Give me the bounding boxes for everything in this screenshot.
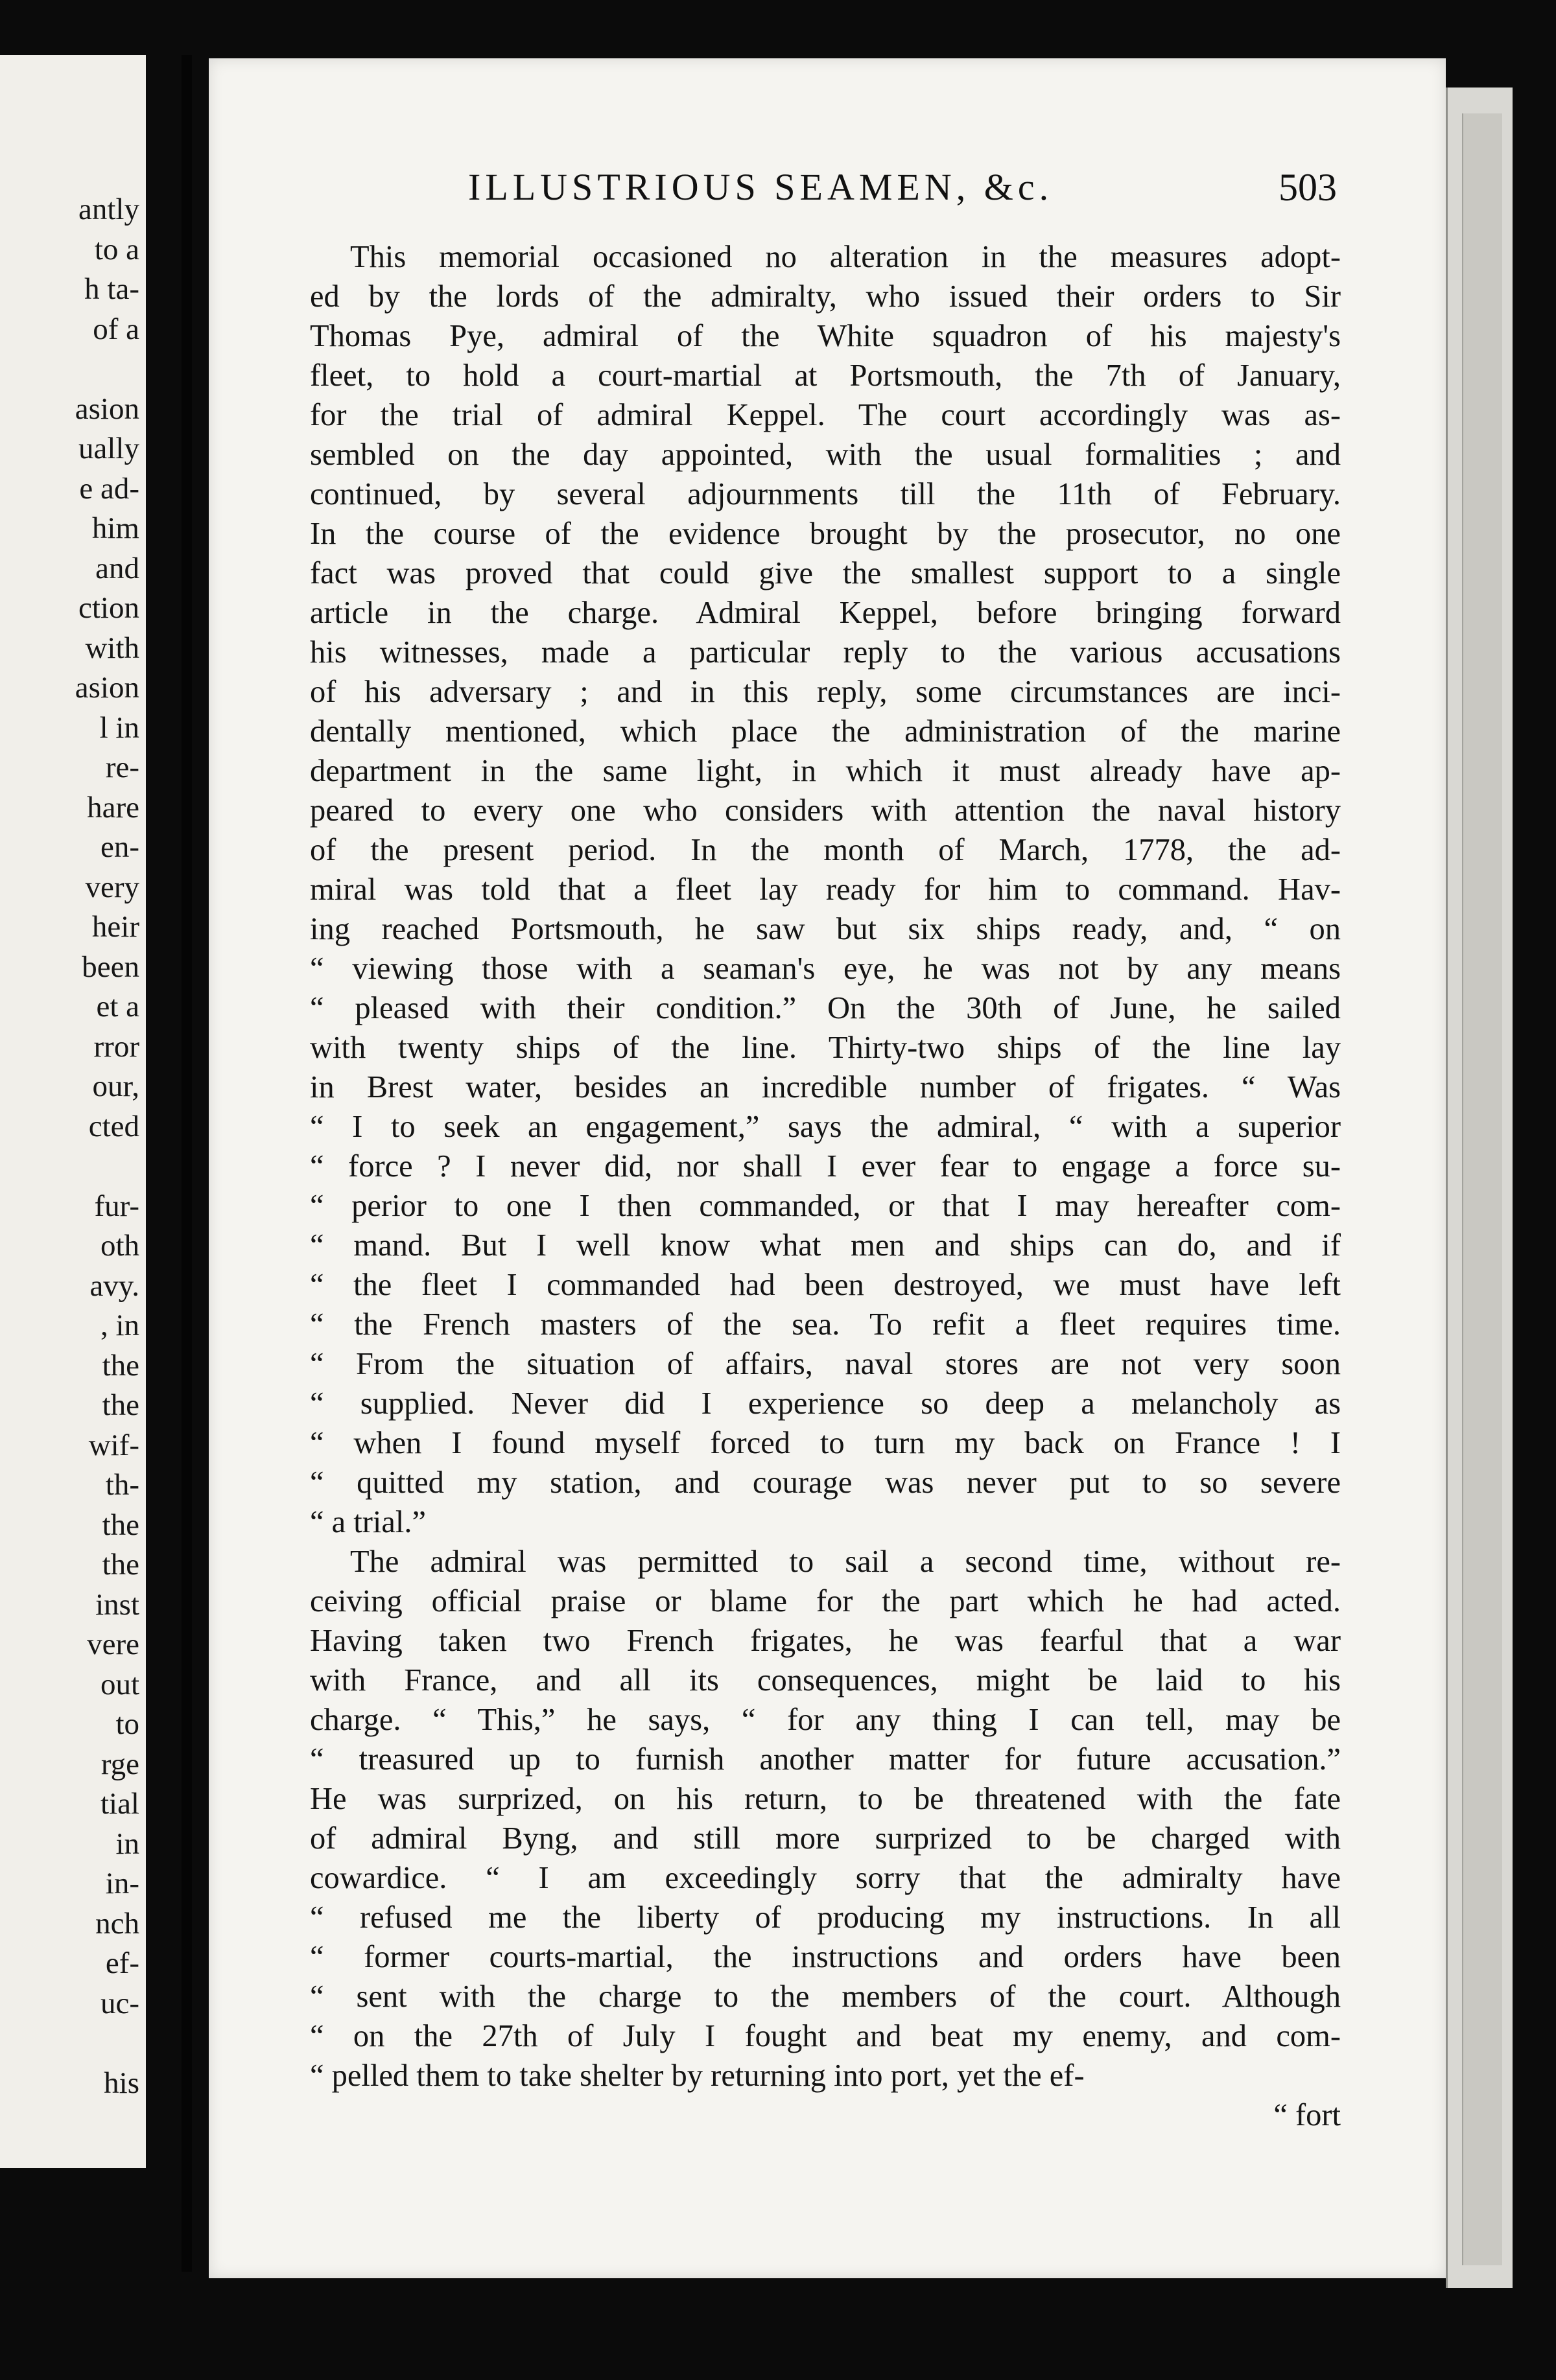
page-header <box>468 165 1343 217</box>
page-edge-inner <box>1462 113 1502 2265</box>
text-line: with twenty ships of the line. Thirty-two ships of the line lay <box>310 1031 1341 1065</box>
text-line: cowardice. “ I am exceedingly sorry that the admiralty have <box>310 1861 1341 1895</box>
text-line: “ viewing those with a seaman's eye, he was not by any means <box>310 951 1341 986</box>
text-line: “ sent with the charge to the members of the court. Although <box>310 1979 1341 2014</box>
text-line: He was surprized, on his return, to be threatened with the fate <box>310 1782 1341 1816</box>
facing-page-line: oth <box>100 1229 139 1263</box>
facing-page-line: cted <box>88 1109 139 1143</box>
facing-page-line: been <box>82 950 139 984</box>
text-line: “ force ? I never did, nor shall I ever fear to engage a force su- <box>310 1149 1341 1184</box>
facing-page-line: the <box>102 1348 139 1382</box>
facing-page-line: nch <box>95 1906 139 1941</box>
text-line: “ treasured up to furnish another matter for future accusation.” <box>310 1742 1341 1777</box>
facing-page-line: wif- <box>88 1428 139 1462</box>
facing-page-line: to <box>115 1707 139 1741</box>
text-line: charge. “ This,” he says, “ for any thing I can tell, may be <box>310 1703 1341 1737</box>
text-line: “ pleased with their condition.” On the 30th of June, he sailed <box>310 991 1341 1025</box>
text-line: “ From the situation of affairs, naval stores are not very soon <box>310 1347 1341 1381</box>
facing-page-line: the <box>102 1508 139 1542</box>
text-line: “ refused me the liberty of producing my instructions. In all <box>310 1900 1341 1935</box>
running-head: ILLUSTRIOUS SEAMEN, &c. <box>468 166 1054 208</box>
text-line: dentally mentioned, which place the administration of the marine <box>310 714 1341 749</box>
text-line: of admiral Byng, and still more surprized to be charged with <box>310 1821 1341 1856</box>
text-line: “ on the 27th of July I fought and beat my enemy, and com- <box>310 2019 1341 2053</box>
facing-page-line: e ad- <box>79 471 139 506</box>
facing-page-line: hare <box>87 790 139 824</box>
text-line: “ supplied. Never did I experience so deep a melancholy as <box>310 1386 1341 1421</box>
facing-page-line: rge <box>100 1747 139 1781</box>
text-line: fact was proved that could give the smallest support to a single <box>310 556 1341 590</box>
catchword: “ fort <box>1273 2098 1341 2132</box>
text-line: ceiving official praise or blame for the part which he had acted. <box>310 1584 1341 1618</box>
page-number: 503 <box>1279 166 1337 209</box>
facing-page-line: ef- <box>105 1946 139 1980</box>
text-line: continued, by several adjournments till the 11th of February. <box>310 477 1341 511</box>
text-line: sembled on the day appointed, with the usual formalities ; and <box>310 438 1341 472</box>
text-line: This memorial occasioned no alteration in the measures adopt- <box>350 240 1341 274</box>
text-line: with France, and all its consequences, might be laid to his <box>310 1663 1341 1698</box>
facing-page-line: th- <box>105 1468 139 1502</box>
facing-page-line: asion <box>75 391 139 426</box>
facing-page-line: tial <box>100 1787 139 1821</box>
text-line: In the course of the evidence brought by the prosecutor, no one <box>310 517 1341 551</box>
text-line: ed by the lords of the admiralty, who issued their orders to Sir <box>310 279 1341 314</box>
text-line: Thomas Pye, admiral of the White squadron of his majesty's <box>310 319 1341 353</box>
text-line: “ the fleet I commanded had been destroyed, we must have left <box>310 1268 1341 1302</box>
facing-page-line: asion <box>75 671 139 705</box>
facing-page-line: h ta- <box>84 272 139 306</box>
facing-page-line: vere <box>87 1628 139 1661</box>
facing-page-line: ually <box>78 432 139 465</box>
text-line: Having taken two French frigates, he was fearful that a war <box>310 1624 1341 1658</box>
page-gutter <box>182 55 192 2272</box>
facing-page-line: re- <box>105 751 139 784</box>
text-line: “ the French masters of the sea. To refit a fleet requires time. <box>310 1307 1341 1342</box>
text-line: peared to every one who considers with attention the naval history <box>310 793 1341 828</box>
text-line: ing reached Portsmouth, he saw but six ships ready, and, “ on <box>310 912 1341 946</box>
text-line: “ I to seek an engagement,” says the admiral, “ with a superior <box>310 1110 1341 1144</box>
text-line: “ mand. But I well know what men and ships can do, and if <box>310 1228 1341 1263</box>
facing-page-line: rror <box>93 1029 139 1064</box>
facing-page-line: our, <box>92 1069 139 1103</box>
facing-page-line: in- <box>105 1867 139 1900</box>
facing-page-line: fur- <box>94 1189 139 1223</box>
facing-page-line: with <box>85 631 139 665</box>
facing-page-line: his <box>104 2066 139 2100</box>
facing-page-line: very <box>85 870 139 904</box>
facing-page-line: to a <box>94 232 139 266</box>
facing-page-line: and <box>95 551 139 585</box>
facing-page-line: ction <box>78 591 139 625</box>
facing-page-line: et a <box>96 990 139 1023</box>
facing-page-line: avy. <box>89 1268 139 1303</box>
text-line: miral was told that a fleet lay ready for him to command. Hav- <box>310 872 1341 907</box>
facing-page-line: heir <box>91 910 139 944</box>
facing-page-line: in <box>115 1826 139 1861</box>
facing-page-line: out <box>100 1667 139 1701</box>
text-line: his witnesses, made a particular reply to the various accusations <box>310 635 1341 670</box>
text-line: of the present period. In the month of March, 1778, the ad- <box>310 833 1341 867</box>
text-line: of his adversary ; and in this reply, some circumstances are inci- <box>310 675 1341 709</box>
text-line: “ when I found myself forced to turn my back on France ! I <box>310 1426 1341 1460</box>
text-line: “ former courts-martial, the instructions and orders have been <box>310 1940 1341 1974</box>
text-line: The admiral was permitted to sail a second time, without re- <box>350 1545 1341 1579</box>
text-line: “ pelled them to take shelter by returning into port, yet the ef- <box>310 2059 1085 2093</box>
facing-page-line: the <box>102 1548 139 1581</box>
facing-page-line: antly <box>78 192 139 226</box>
facing-page-line: the <box>102 1388 139 1422</box>
facing-page-line: , in <box>100 1309 139 1342</box>
text-line: “ perior to one I then commanded, or that I may hereafter com- <box>310 1189 1341 1223</box>
body-text <box>310 237 1341 2135</box>
text-line: department in the same light, in which it must already have ap- <box>310 754 1341 788</box>
text-line: article in the charge. Admiral Keppel, before bringing forward <box>310 596 1341 630</box>
facing-page-line: en- <box>100 830 139 864</box>
text-line: in Brest water, besides an incredible number of frigates. “ Was <box>310 1070 1341 1104</box>
facing-page-line: uc- <box>100 1986 139 2020</box>
facing-page-line: l in <box>99 710 139 745</box>
text-line: for the trial of admiral Keppel. The court accordingly was as- <box>310 398 1341 432</box>
facing-page-line: inst <box>95 1587 139 1622</box>
facing-page-fragment <box>0 55 146 2168</box>
text-line: “ quitted my station, and courage was never put to so severe <box>310 1465 1341 1500</box>
facing-page-line: of a <box>93 312 139 346</box>
text-line: fleet, to hold a court-martial at Portsmouth, the 7th of January, <box>310 358 1341 393</box>
facing-page-line: him <box>91 511 139 545</box>
text-line: “ a trial.” <box>310 1505 427 1539</box>
